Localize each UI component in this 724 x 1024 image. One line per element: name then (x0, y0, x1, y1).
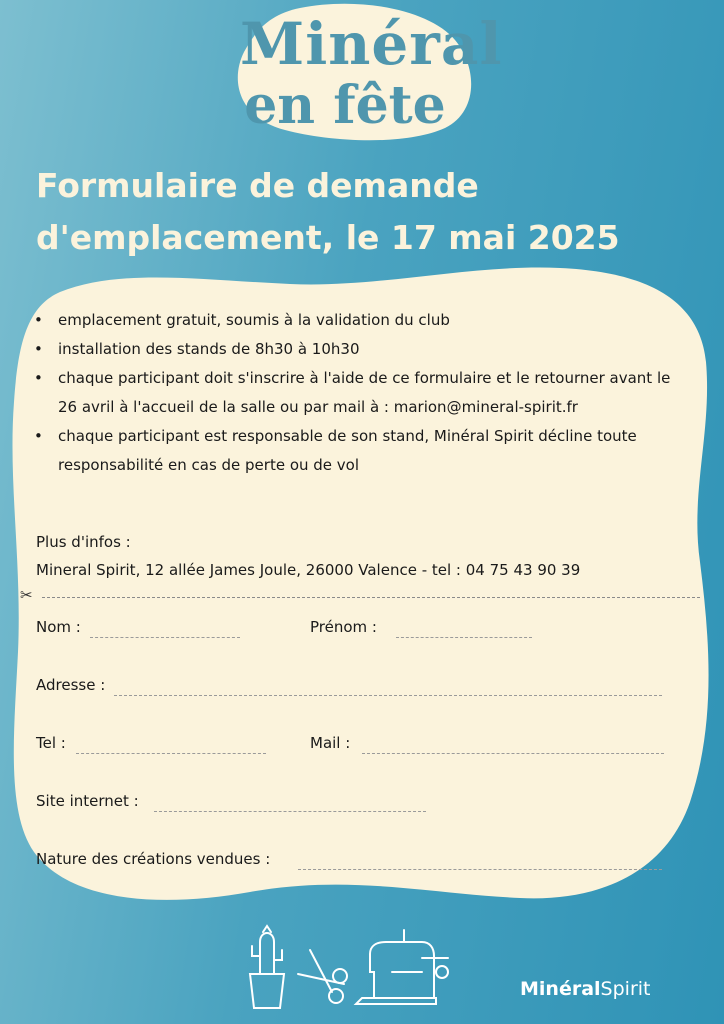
rule-item: • chaque participant doit s'inscrire à l'aide de ce formulaire et le retourner avant le 26 avril à l'accueil de la salle ou par mail à : marion@mineral-spirit.fr (30, 364, 690, 422)
prenom-label: Prénom : (310, 618, 377, 636)
site-field[interactable] (36, 790, 436, 812)
nom-line[interactable] (90, 637, 240, 638)
mail-line[interactable] (362, 753, 664, 754)
heading-line2: d'emplacement, le 17 mai 2025 (36, 218, 620, 257)
mail-label: Mail : (310, 734, 351, 752)
nature-line[interactable] (298, 869, 662, 870)
rules-section (30, 306, 690, 480)
contact-info (36, 528, 706, 584)
adresse-line[interactable] (114, 695, 662, 696)
infos-label: Plus d'infos : (36, 533, 131, 551)
adresse-field[interactable] (36, 674, 666, 696)
sewing-machine-icon (356, 930, 448, 1004)
site-line[interactable] (154, 811, 426, 812)
rules-list (30, 306, 690, 480)
event-title-line2: en fête (244, 75, 446, 136)
scissors-icon (298, 950, 347, 1003)
rule-item: • chaque participant est responsable de son stand, Minéral Spirit décline toute responsabilité en cas de perte ou de vol (30, 422, 690, 480)
mail-field[interactable] (310, 732, 670, 754)
page-heading (36, 160, 696, 264)
site-label: Site internet : (36, 792, 139, 810)
scissors-icon: ✂ (20, 586, 33, 604)
nature-label: Nature des créations vendues : (36, 850, 271, 868)
cut-dash (42, 597, 700, 598)
nom-label: Nom : (36, 618, 81, 636)
logo-bold: Minéral (520, 978, 601, 1000)
rule-item: • installation des stands de 8h30 à 10h30 (30, 335, 690, 364)
prenom-field[interactable] (310, 616, 550, 638)
event-title-line1: Minéral (240, 10, 503, 78)
cut-line (20, 586, 700, 604)
mineral-spirit-logo (520, 978, 651, 1000)
infos-address: Mineral Spirit, 12 allée James Joule, 26000 Valence - tel : 04 75 43 90 39 (36, 561, 581, 579)
rule-item: • emplacement gratuit, soumis à la validation du club (30, 306, 690, 335)
adresse-label: Adresse : (36, 676, 106, 694)
tel-line[interactable] (76, 753, 266, 754)
heading-line1: Formulaire de demande (36, 166, 479, 205)
prenom-line[interactable] (396, 637, 532, 638)
cactus-icon (250, 926, 284, 1008)
tel-field[interactable] (36, 732, 276, 754)
craft-icons (236, 922, 456, 1014)
tel-label: Tel : (36, 734, 66, 752)
nom-field[interactable] (36, 616, 256, 638)
nature-field[interactable] (36, 848, 666, 870)
logo-light: Spirit (600, 978, 651, 1000)
